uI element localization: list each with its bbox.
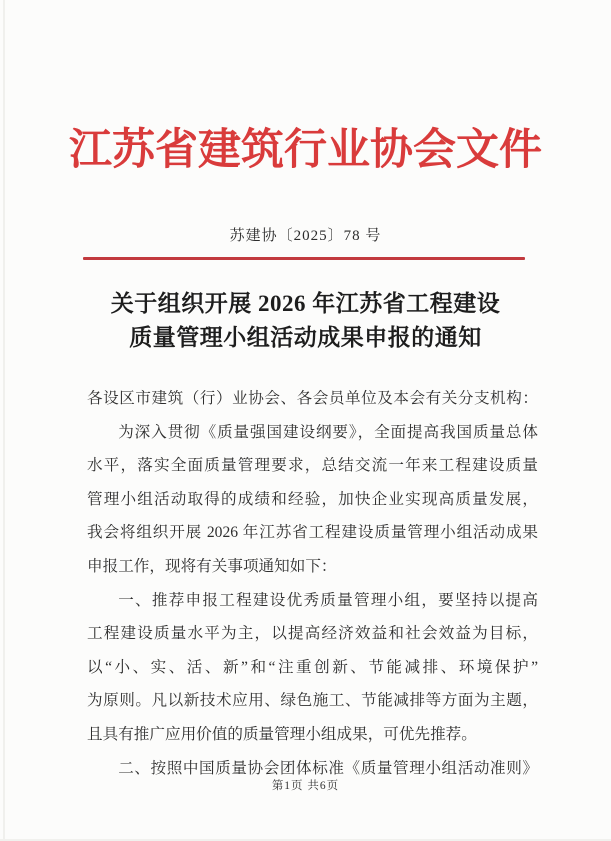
letterhead-title: 江苏省建筑行业协会文件: [69, 127, 542, 174]
notice-title-line1: 关于组织开展 2026 年江苏省工程建设: [110, 291, 501, 316]
body-line: 工程建设质量水平为主，以提高经济效益和社会效益为目标，: [87, 625, 538, 643]
body-line: 我会将组织开展 2026 年江苏省工程建设质量管理小组活动成果: [87, 524, 538, 542]
notice-title: [0, 287, 611, 355]
red-divider-rule: [83, 257, 525, 260]
document-body: [87, 382, 538, 785]
body-line-item-2: 二、按照中国质量协会团体标准《质量管理小组活动准则》: [118, 759, 538, 777]
body-line: 且具有推广应用价值的质量管理小组成果，可优先推荐。: [87, 725, 477, 743]
body-line: 申报工作，现将有关事项通知如下：: [87, 557, 337, 575]
notice-title-line2: 质量管理小组活动成果申报的通知: [129, 325, 482, 350]
body-line: 为原则。凡以新技术应用、绿色施工、节能减排等方面为主题，: [87, 692, 538, 710]
body-line-item-1: 一、推荐申报工程建设优秀质量管理小组，要坚持以提高: [118, 591, 538, 609]
body-line: 水平，落实全面质量管理要求，总结交流一年来工程建设质量: [87, 457, 538, 475]
body-line-salutation: 各设区市建筑（行）业协会、各会员单位及本会有关分支机构：: [87, 390, 538, 407]
body-line: 以“小、实、活、新”和“注重创新、节能减排、环境保护”: [87, 658, 538, 676]
document-number: 苏建协〔2025〕78 号: [229, 228, 382, 244]
page-number: 第1页 共6页: [271, 780, 340, 792]
body-line: 为深入贯彻《质量强国建设纲要》，全面提高我国质量总体: [118, 423, 538, 441]
body-line: 管理小组活动取得的成绩和经验，加快企业实现高质量发展，: [87, 490, 538, 508]
